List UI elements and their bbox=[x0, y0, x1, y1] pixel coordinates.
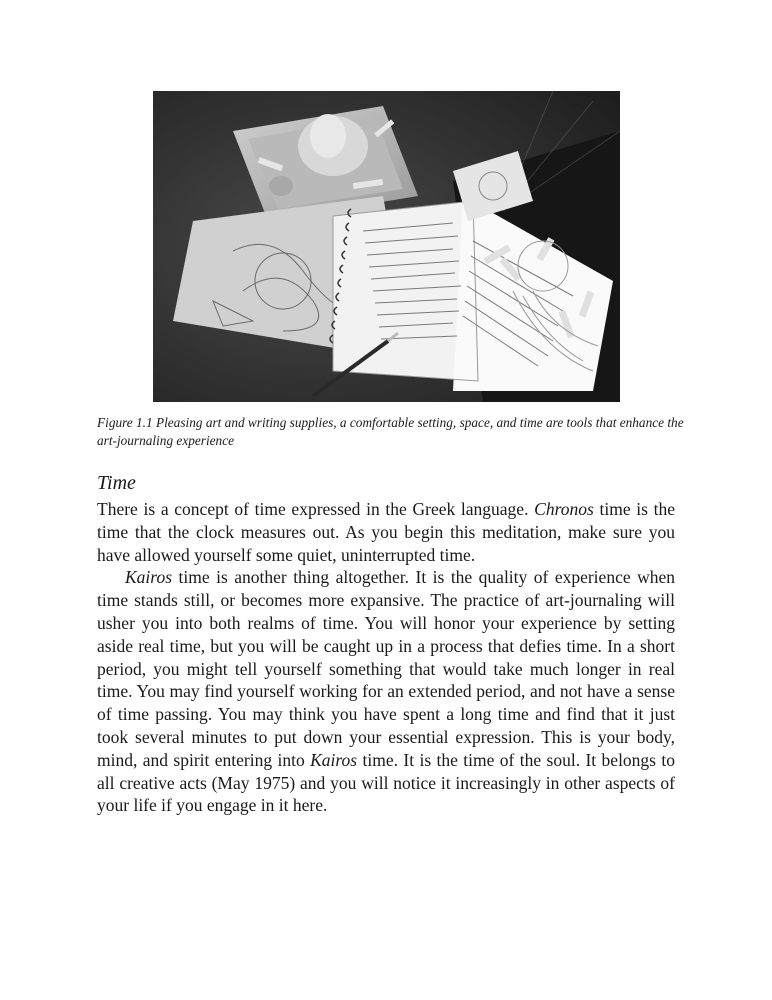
paragraph-2-text-d: time. It is the time of the soul. It belongs to all creative acts (May 1975) and you will notice it increasingly in other aspects of your life if you engage in it here. bbox=[97, 749, 675, 816]
figure-photo bbox=[153, 91, 620, 402]
figure-caption: Figure 1.1 Pleasing art and writing supplies, a comfortable setting, space, and time are tools that enhance the art-journaling experience bbox=[97, 415, 684, 448]
kairos-term: Kairos bbox=[125, 567, 173, 588]
section-heading: Time bbox=[97, 472, 136, 494]
chronos-term: Chronos bbox=[534, 499, 594, 519]
paragraph-1 bbox=[97, 498, 675, 566]
kairos-term-2: Kairos bbox=[310, 749, 358, 770]
paragraph-1-text-c: time is the time that the clock measures out. As you begin this meditation, make sure you have allowed yourself some quiet, uninterrupted time. bbox=[97, 499, 676, 565]
paragraph-2 bbox=[97, 566, 675, 817]
body-text bbox=[97, 498, 675, 817]
paragraph-2-text-b: time is another thing altogether. It is the quality of experience when time stands still, or becomes more expansive. The practice of art-journaling will usher you into both realms of time. You will honor your experience by setting aside real time, but you will be caught up in a process that defies time. In a short period, you might tell yourself something that would take much longer in real time. You may find yourself working for an extended period, and not have a sense of time passing. You may think you have spent a long time and find that it just took several minutes to put down your essential expression. This is your body, mind, and spirit entering into bbox=[97, 567, 675, 770]
photo-art-journaling-supplies-icon bbox=[153, 91, 620, 402]
paragraph-1-text-a: There is a concept of time expressed in the Greek language. bbox=[97, 499, 535, 519]
